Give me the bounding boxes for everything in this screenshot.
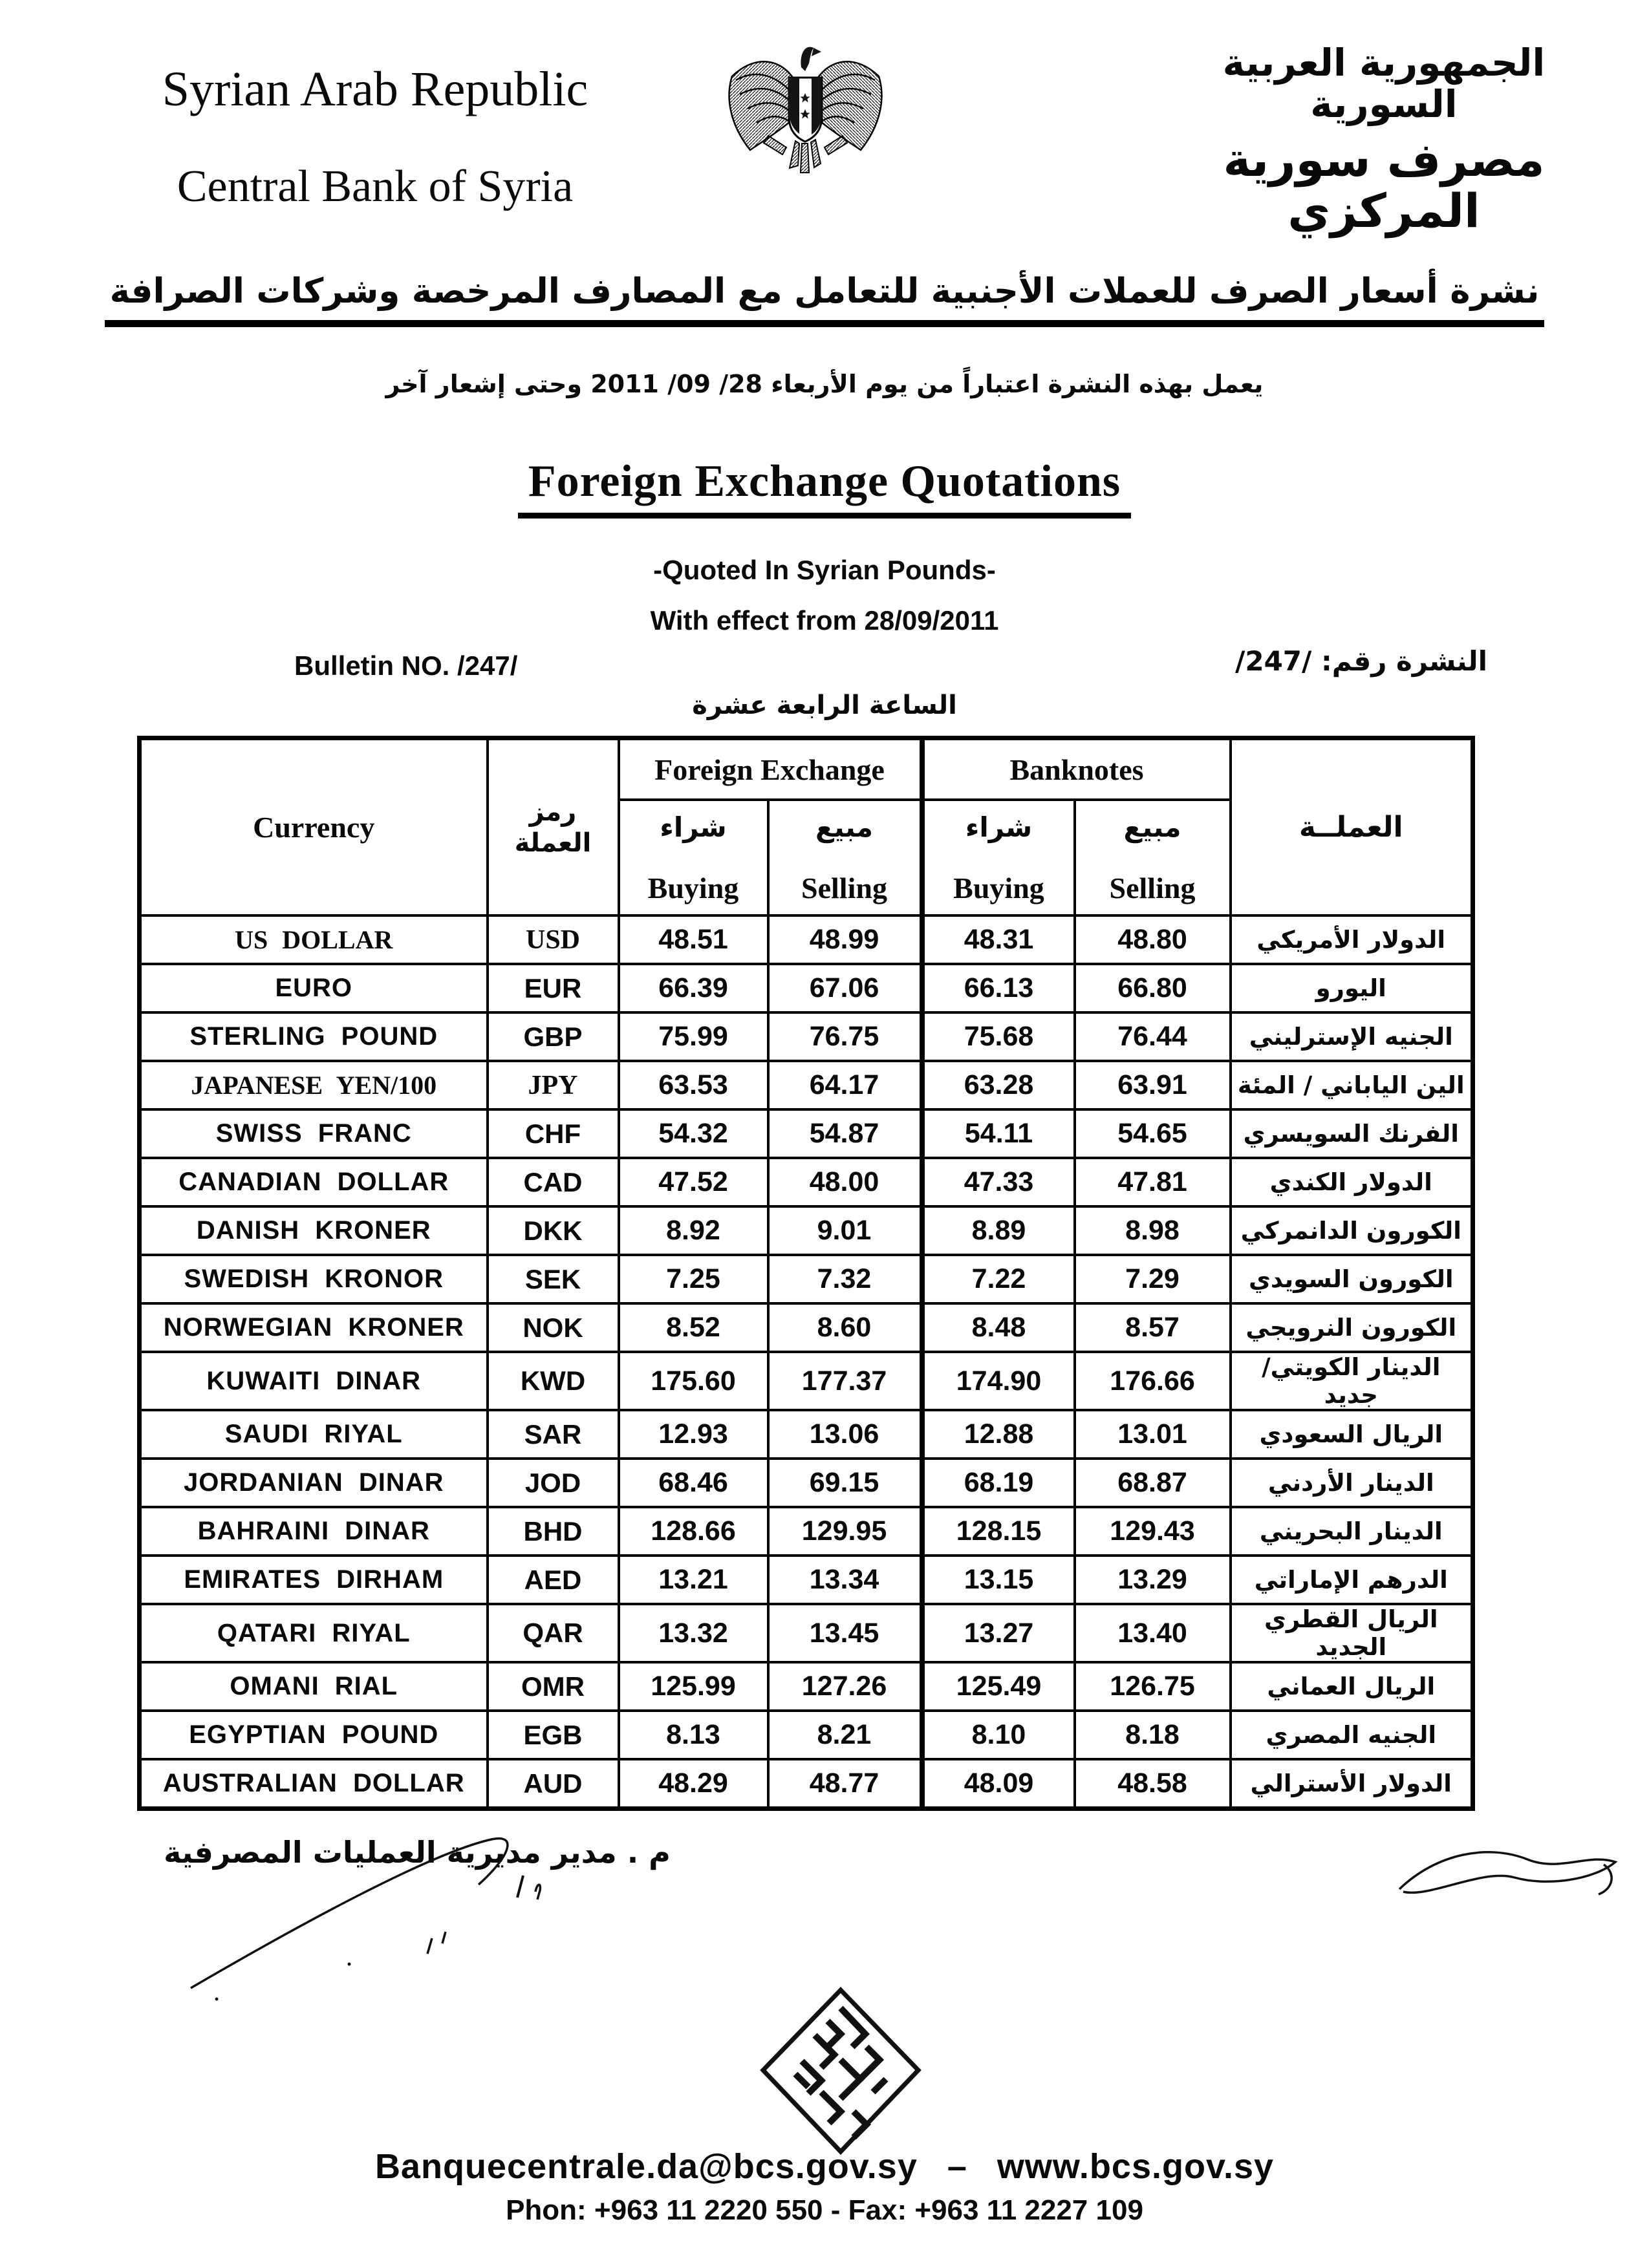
currency-arabic-cell: الدينار البحريني [1231, 1507, 1473, 1556]
footer-contact-line [0, 2146, 1649, 2187]
currency-arabic-cell: الدينار الكويتي/ جديد [1231, 1352, 1473, 1410]
bn-selling-cell: 129.43 [1075, 1507, 1231, 1556]
fx-buying-english: Buying [647, 872, 739, 904]
bn-selling-cell: 68.87 [1075, 1459, 1231, 1507]
bn-buying-arabic: شراء [965, 811, 1033, 843]
handwritten-signature-right-icon [1390, 1835, 1643, 1925]
currency-arabic-cell: الدرهم الإماراتي [1231, 1556, 1473, 1604]
currency-arabic-cell: اليورو [1231, 964, 1473, 1012]
currency-arabic-cell: الريال السعودي [1231, 1410, 1473, 1459]
org-country-ar: الجمهورية العربية السورية [1222, 41, 1546, 126]
currency-code-cell: EUR [488, 964, 619, 1012]
bn-buying-cell: 7.22 [922, 1255, 1075, 1303]
fx-selling-cell: 9.01 [768, 1206, 922, 1255]
bn-selling-cell: 8.57 [1075, 1303, 1231, 1352]
bn-buying-cell: 125.49 [922, 1662, 1075, 1711]
table-row [140, 1507, 1473, 1556]
exchange-rate-table [137, 736, 1475, 1811]
header-currency: Currency [140, 738, 488, 916]
currency-code-cell: DKK [488, 1206, 619, 1255]
currency-name-cell: KUWAITI DINAR [140, 1352, 488, 1410]
currency-arabic-cell: الدولار الأمريكي [1231, 915, 1473, 964]
currency-name-cell: STERLING POUND [140, 1012, 488, 1061]
currency-code-cell: USD [488, 915, 619, 964]
table-row [140, 1061, 1473, 1109]
fx-buying-cell: 175.60 [619, 1352, 768, 1410]
bulletin-number-arabic: النشرة رقم: /247/ [1235, 645, 1487, 677]
bn-buying-cell: 12.88 [922, 1410, 1075, 1459]
footer-phone-line: Phon: +963 11 2220 550 - Fax: +963 11 2227 109 [506, 2194, 1143, 2226]
fx-selling-cell: 129.95 [768, 1507, 922, 1556]
fx-selling-cell: 48.99 [768, 915, 922, 964]
syrian-eagle-emblem-icon [723, 39, 888, 178]
bn-selling-cell: 47.81 [1075, 1158, 1231, 1206]
bank-diamond-logo-icon [758, 1985, 923, 2157]
currency-arabic-cell: الريال العماني [1231, 1662, 1473, 1711]
table-row [140, 1012, 1473, 1061]
bn-selling-cell: 48.80 [1075, 915, 1231, 964]
table-row [140, 1158, 1473, 1206]
org-bank-ar: مصرف سورية المركزي [1223, 132, 1545, 238]
table-row [140, 915, 1473, 964]
signatory-title-arabic: م . مدير مديرية العمليات المصرفية [164, 1835, 671, 1870]
arabic-main-title [0, 272, 1649, 327]
bn-buying-cell: 48.31 [922, 915, 1075, 964]
english-main-title [0, 456, 1649, 519]
table-header-group-row [140, 738, 1473, 800]
currency-name-cell: OMANI RIAL [140, 1662, 488, 1711]
fx-selling-english: Selling [801, 872, 887, 904]
bn-buying-cell: 63.28 [922, 1061, 1075, 1109]
table-row [140, 1109, 1473, 1158]
bn-buying-cell: 54.11 [922, 1109, 1075, 1158]
fx-buying-cell: 12.93 [619, 1410, 768, 1459]
english-main-title-text: Foreign Exchange Quotations [518, 456, 1131, 519]
currency-code-cell: JPY [488, 1061, 619, 1109]
bn-selling-cell: 48.58 [1075, 1759, 1231, 1809]
bn-buying-cell: 13.15 [922, 1556, 1075, 1604]
bulletin-time-arabic: الساعة الرابعة عشرة [692, 690, 957, 720]
currency-code-cell: AED [488, 1556, 619, 1604]
bn-selling-cell: 8.18 [1075, 1711, 1231, 1759]
fx-selling-cell: 48.77 [768, 1759, 922, 1809]
bn-selling-cell: 76.44 [1075, 1012, 1231, 1061]
fx-selling-cell: 127.26 [768, 1662, 922, 1711]
fx-selling-cell: 13.06 [768, 1410, 922, 1459]
fx-selling-arabic: مبيع [815, 811, 873, 843]
currency-code-cell: QAR [488, 1604, 619, 1662]
header-code-line1: رمز [529, 797, 577, 827]
bn-selling-cell: 8.98 [1075, 1206, 1231, 1255]
bn-selling-cell: 66.80 [1075, 964, 1231, 1012]
currency-code-cell: GBP [488, 1012, 619, 1061]
header-fx-buying [619, 800, 768, 915]
currency-arabic-cell: الجنيه الإسترليني [1231, 1012, 1473, 1061]
fx-buying-cell: 66.39 [619, 964, 768, 1012]
footer-website-text: www.bcs.gov.sy [997, 2147, 1275, 2186]
bn-selling-english: Selling [1109, 872, 1196, 904]
fx-selling-cell: 48.00 [768, 1158, 922, 1206]
fx-buying-cell: 7.25 [619, 1255, 768, 1303]
fx-selling-cell: 13.45 [768, 1604, 922, 1662]
bn-buying-cell: 128.15 [922, 1507, 1075, 1556]
currency-code-cell: KWD [488, 1352, 619, 1410]
table-row [140, 1459, 1473, 1507]
bn-buying-cell: 8.48 [922, 1303, 1075, 1352]
bn-selling-cell: 13.40 [1075, 1604, 1231, 1662]
table-row [140, 964, 1473, 1012]
bn-selling-cell: 13.29 [1075, 1556, 1231, 1604]
currency-name-cell: BAHRAINI DINAR [140, 1507, 488, 1556]
bn-buying-english: Buying [953, 872, 1044, 904]
currency-name-cell: JORDANIAN DINAR [140, 1459, 488, 1507]
currency-code-cell: AUD [488, 1759, 619, 1809]
bn-buying-cell: 8.10 [922, 1711, 1075, 1759]
bn-selling-cell: 13.01 [1075, 1410, 1231, 1459]
currency-code-cell: SAR [488, 1410, 619, 1459]
currency-arabic-cell: الدولار الأسترالي [1231, 1759, 1473, 1809]
header-banknotes-group: Banknotes [922, 738, 1231, 800]
fx-buying-arabic: شراء [660, 811, 727, 843]
table-row [140, 1206, 1473, 1255]
table-row [140, 1556, 1473, 1604]
fx-selling-cell: 13.34 [768, 1556, 922, 1604]
bulletin-number-english: Bulletin NO. /247/ [294, 650, 518, 681]
currency-name-cell: EGYPTIAN POUND [140, 1711, 488, 1759]
header-foreign-exchange-group: Foreign Exchange [619, 738, 922, 800]
currency-name-cell: SWEDISH KRONOR [140, 1255, 488, 1303]
handwritten-signature-left-icon [155, 1830, 685, 2011]
currency-arabic-cell: الفرنك السويسري [1231, 1109, 1473, 1158]
fx-buying-cell: 8.92 [619, 1206, 768, 1255]
currency-name-cell: SAUDI RIYAL [140, 1410, 488, 1459]
bn-selling-cell: 126.75 [1075, 1662, 1231, 1711]
currency-code-cell: EGB [488, 1711, 619, 1759]
currency-name-cell: SWISS FRANC [140, 1109, 488, 1158]
header-currency-code [488, 738, 619, 916]
table-row [140, 1711, 1473, 1759]
bn-buying-cell: 66.13 [922, 964, 1075, 1012]
table-row [140, 1410, 1473, 1459]
header-fx-selling [768, 800, 922, 915]
fx-buying-cell: 8.52 [619, 1303, 768, 1352]
fx-selling-cell: 7.32 [768, 1255, 922, 1303]
bn-buying-cell: 174.90 [922, 1352, 1075, 1410]
header-bn-buying [922, 800, 1075, 915]
currency-name-cell: EMIRATES DIRHAM [140, 1556, 488, 1604]
bn-buying-cell: 47.33 [922, 1158, 1075, 1206]
bn-buying-cell: 13.27 [922, 1604, 1075, 1662]
fx-selling-cell: 8.21 [768, 1711, 922, 1759]
table-row [140, 1303, 1473, 1352]
table-row [140, 1604, 1473, 1662]
currency-arabic-cell: الكورون النرويجي [1231, 1303, 1473, 1352]
currency-code-cell: JOD [488, 1459, 619, 1507]
table-row [140, 1662, 1473, 1711]
currency-arabic-cell: الكورون الدانمركي [1231, 1206, 1473, 1255]
arabic-subtitle: يعمل بهذه النشرة اعتباراً من يوم الأربعاء 28/ 09/ 2011 وحتى إشعار آخر [385, 370, 1264, 398]
arabic-main-title-text: نشرة أسعار الصرف للعملات الأجنبية للتعامل مع المصارف المرخصة وشركات الصرافة [105, 272, 1545, 327]
currency-name-cell: US DOLLAR [140, 915, 488, 964]
fx-buying-cell: 13.21 [619, 1556, 768, 1604]
currency-code-cell: OMR [488, 1662, 619, 1711]
currency-arabic-cell: الين الياباني / المئة [1231, 1061, 1473, 1109]
fx-buying-cell: 8.13 [619, 1711, 768, 1759]
fx-selling-cell: 64.17 [768, 1061, 922, 1109]
bn-selling-cell: 54.65 [1075, 1109, 1231, 1158]
currency-arabic-cell: الريال القطري الجديد [1231, 1604, 1473, 1662]
fx-selling-cell: 69.15 [768, 1459, 922, 1507]
fx-buying-cell: 48.51 [619, 915, 768, 964]
bn-selling-cell: 63.91 [1075, 1061, 1231, 1109]
currency-arabic-cell: الدينار الأردني [1231, 1459, 1473, 1507]
currency-name-cell: EURO [140, 964, 488, 1012]
fx-table-body [140, 915, 1473, 1809]
currency-name-cell: DANISH KRONER [140, 1206, 488, 1255]
header-bn-selling [1075, 800, 1231, 915]
bn-buying-cell: 48.09 [922, 1759, 1075, 1809]
fx-selling-cell: 8.60 [768, 1303, 922, 1352]
currency-name-cell: QATARI RIYAL [140, 1604, 488, 1662]
bn-selling-arabic: مبيع [1123, 811, 1181, 843]
currency-code-cell: CHF [488, 1109, 619, 1158]
header-currency-arabic: العملــة [1231, 738, 1473, 916]
quoted-in-pounds-line: -Quoted In Syrian Pounds- [653, 555, 996, 585]
currency-code-cell: NOK [488, 1303, 619, 1352]
currency-code-cell: BHD [488, 1507, 619, 1556]
fx-buying-cell: 47.52 [619, 1158, 768, 1206]
fx-buying-cell: 68.46 [619, 1459, 768, 1507]
effective-date-line: With effect from 28/09/2011 [650, 605, 999, 636]
org-name-arabic [1164, 43, 1604, 237]
org-bank-en: Central Bank of Syria [177, 162, 574, 211]
currency-name-cell: AUSTRALIAN DOLLAR [140, 1759, 488, 1809]
fx-buying-cell: 75.99 [619, 1012, 768, 1061]
bn-buying-cell: 8.89 [922, 1206, 1075, 1255]
currency-name-cell: CANADIAN DOLLAR [140, 1158, 488, 1206]
fx-buying-cell: 125.99 [619, 1662, 768, 1711]
fx-buying-cell: 63.53 [619, 1061, 768, 1109]
currency-arabic-cell: الجنيه المصري [1231, 1711, 1473, 1759]
currency-code-cell: SEK [488, 1255, 619, 1303]
table-row [140, 1352, 1473, 1410]
org-name-english [129, 62, 621, 211]
bn-buying-cell: 68.19 [922, 1459, 1075, 1507]
currency-code-cell: CAD [488, 1158, 619, 1206]
bn-selling-cell: 7.29 [1075, 1255, 1231, 1303]
fx-selling-cell: 76.75 [768, 1012, 922, 1061]
fx-selling-cell: 54.87 [768, 1109, 922, 1158]
fx-buying-cell: 13.32 [619, 1604, 768, 1662]
header-code-line2: العملة [514, 828, 592, 858]
currency-arabic-cell: الدولار الكندي [1231, 1158, 1473, 1206]
currency-arabic-cell: الكورون السويدي [1231, 1255, 1473, 1303]
org-country-en: Syrian Arab Republic [162, 62, 588, 116]
bn-buying-cell: 75.68 [922, 1012, 1075, 1061]
fx-buying-cell: 128.66 [619, 1507, 768, 1556]
table-row [140, 1255, 1473, 1303]
bn-selling-cell: 176.66 [1075, 1352, 1231, 1410]
table-row [140, 1759, 1473, 1809]
fx-buying-cell: 48.29 [619, 1759, 768, 1809]
fx-selling-cell: 67.06 [768, 964, 922, 1012]
footer-email-text: Banquecentrale.da@bcs.gov.sy [374, 2147, 918, 2186]
currency-name-cell: JAPANESE YEN/100 [140, 1061, 488, 1109]
fx-buying-cell: 54.32 [619, 1109, 768, 1158]
currency-name-cell: NORWEGIAN KRONER [140, 1303, 488, 1352]
footer-separator: – [947, 2147, 967, 2186]
fx-selling-cell: 177.37 [768, 1352, 922, 1410]
